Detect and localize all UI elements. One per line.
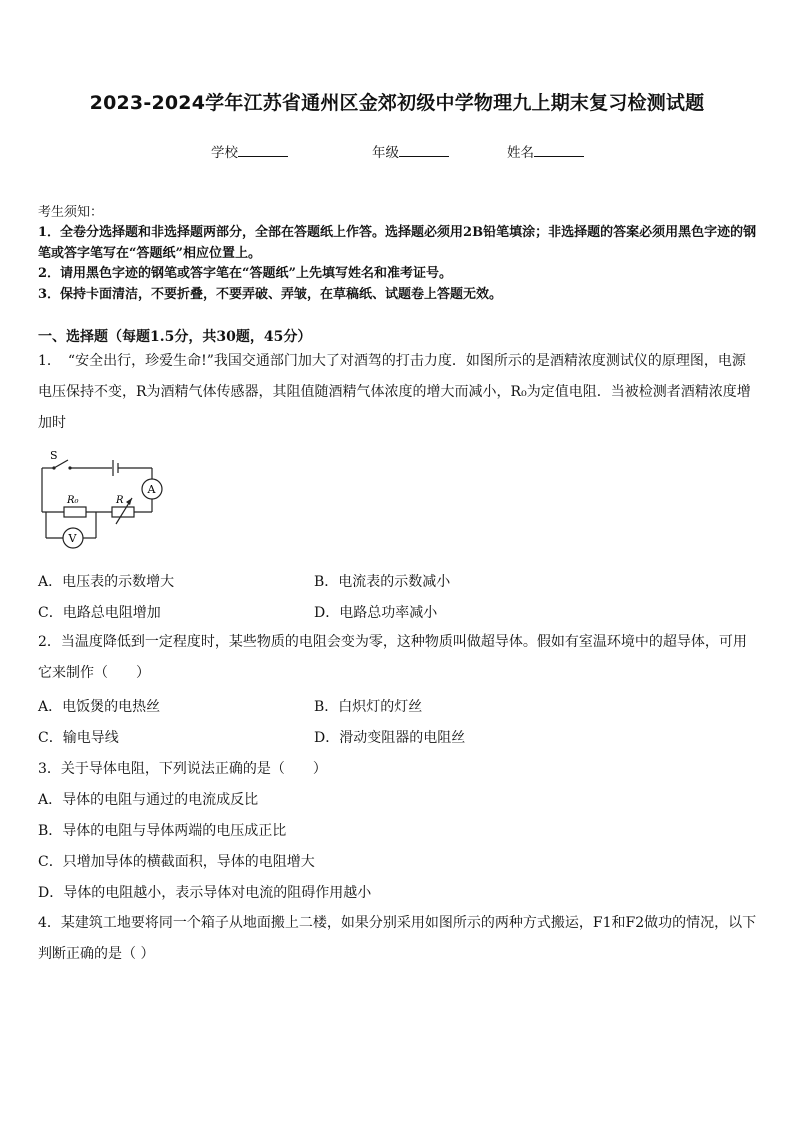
q1-option-a: A．电压表的示数增大	[38, 574, 175, 590]
r0-label: R₀	[67, 495, 79, 506]
section-heading: 一、选择题（每题1.5分，共30题，45分）	[38, 329, 312, 345]
grade-label: 年级	[372, 145, 399, 161]
name-field	[507, 141, 584, 161]
grade-blank	[399, 144, 449, 157]
ammeter-label: A	[147, 483, 156, 496]
q3-option-c: C．只增加导体的横截面积，导体的电阻增大	[38, 854, 315, 870]
q2-option-b: B．白炽灯的灯丝	[314, 699, 423, 715]
q1-option-d: D．电路总功率减小	[314, 605, 438, 621]
notice-item-1: 1．全卷分选择题和非选择题两部分，全部在答题纸上作答。选择题必须用2B铅笔填涂；非选择题的答案必须用黑色字迹的钢笔或答字笔写在“答题纸”相应位置上。	[38, 225, 757, 261]
q2-option-d: D．滑动变阻器的电阻丝	[314, 730, 466, 746]
question-4-stem: 4．某建筑工地要将同一个箱子从地面搬上二楼，如果分别采用如图所示的两种方式搬运，F1和F2做功的情况，以下判断正确的是（ ）	[38, 915, 757, 962]
q3-option-b: B．导体的电阻与导体两端的电压成正比	[38, 823, 287, 839]
variable-arrow-head	[126, 498, 132, 505]
q2-option-c: C．输电导线	[38, 730, 119, 746]
notice-item-2: 2．请用黑色字迹的钢笔或答字笔在“答题纸”上先填写姓名和准考证号。	[38, 266, 453, 281]
notice-heading: 考生须知：	[38, 205, 104, 220]
q3-option-d: D．导体的电阻越小，表示导体对电流的阻碍作用越小	[38, 885, 372, 901]
notice-item-3: 3．保持卡面清洁，不要折叠，不要弄破、弄皱，在草稿纸、试题卷上答题无效。	[38, 287, 503, 302]
school-blank	[238, 144, 288, 157]
q1-option-b: B．电流表的示数减小	[314, 574, 451, 590]
page-title: 2023-2024学年江苏省通州区金郊初级中学物理九上期末复习检测试题	[89, 92, 705, 114]
switch-label: S	[50, 450, 58, 462]
name-label: 姓名	[507, 145, 534, 161]
q2-option-a: A．电饭煲的电热丝	[38, 699, 161, 715]
question-2-stem: 2．当温度降低到一定程度时，某些物质的电阻会变为零，这种物质叫做超导体。假如有室温环境中的超导体，可用它来制作（ ）	[38, 634, 747, 681]
q3-option-a: A．导体的电阻与通过的电流成反比	[38, 792, 259, 808]
circuit-diagram	[36, 450, 168, 554]
switch-contact-left	[52, 466, 55, 469]
name-blank	[534, 144, 584, 157]
switch-contact-right	[68, 466, 71, 469]
question-1-stem: 1． “安全出行，珍爱生命!”我国交通部门加大了对酒驾的打击力度．如图所示的是酒精浓度测试仪的原理图，电源电压保持不变，R为酒精气体传感器，其阻值随酒精气体浓度的增大而减小，R₀为定值电阻．当被检测者酒精浓度增加时	[38, 353, 751, 431]
question-3-stem: 3．关于导体电阻，下列说法正确的是（ ）	[38, 761, 327, 777]
school-label: 学校	[211, 145, 238, 161]
r-label: R	[116, 495, 124, 506]
voltmeter-label: V	[68, 532, 77, 545]
school-field	[211, 141, 288, 161]
q1-option-c: C．电路总电阻增加	[38, 605, 161, 621]
grade-field	[372, 141, 449, 161]
